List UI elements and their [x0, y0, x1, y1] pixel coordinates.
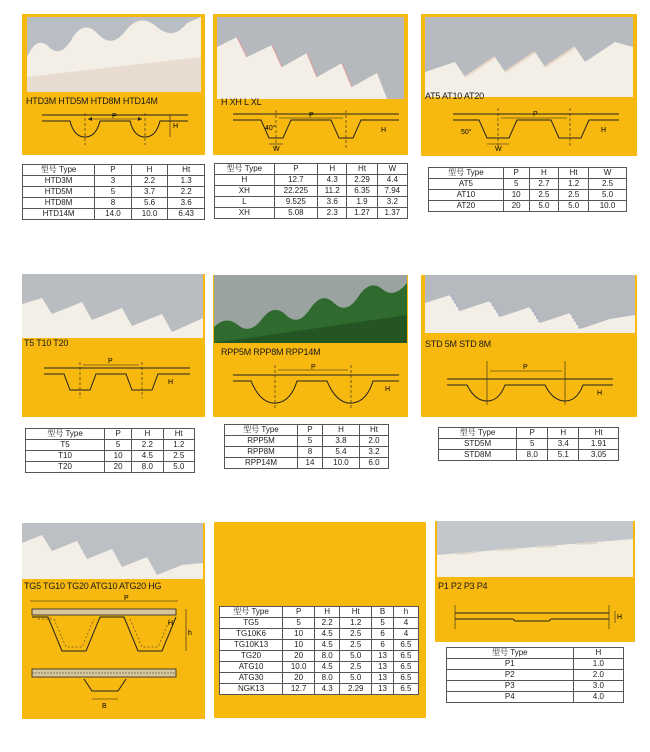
table-row [225, 458, 389, 469]
cell: 5.0 [340, 651, 372, 662]
th: B [372, 607, 394, 618]
panel-label: TG5 TG10 TG20 ATG10 ATG20 HG [24, 581, 162, 591]
table-row [447, 692, 624, 703]
table-row [439, 439, 619, 450]
cell: TG5 [220, 618, 283, 629]
svg-text:P: P [309, 112, 314, 119]
cell: 3 [95, 176, 132, 187]
cell: 2.3 [318, 208, 347, 219]
th: 型号 Type [447, 648, 574, 659]
cell: 6.5 [393, 673, 418, 684]
cell: 2.5 [163, 451, 194, 462]
cell: 5.0 [589, 190, 627, 201]
panel-label: AT5 AT10 AT20 [425, 91, 484, 101]
cell: 5.08 [274, 208, 317, 219]
cell: AT20 [429, 201, 504, 212]
cell: T10 [26, 451, 105, 462]
cell: 1.27 [347, 208, 377, 219]
std-spec-table [438, 427, 619, 461]
p-belt-photo [437, 521, 633, 577]
svg-text:B: B [102, 703, 107, 710]
cell: 1.91 [579, 439, 619, 450]
cell: 8.0 [517, 450, 548, 461]
cell: STD8M [439, 450, 517, 461]
cell: ATG30 [220, 673, 283, 684]
svg-text:H: H [168, 620, 174, 627]
th: Ht [340, 607, 372, 618]
th: 型号 Type [439, 428, 517, 439]
cell: 3.6 [318, 197, 347, 208]
cell: 3.6 [168, 198, 205, 209]
cell: H [215, 175, 275, 186]
cell: HTD8M [23, 198, 95, 209]
table-row [220, 629, 419, 640]
svg-text:H: H [173, 123, 179, 130]
th: P [105, 429, 132, 440]
cell: 4 [393, 629, 418, 640]
svg-text:P: P [311, 364, 316, 371]
th: H [132, 429, 163, 440]
cell: 4.0 [573, 692, 623, 703]
cell: 4.3 [315, 684, 340, 695]
table-row [429, 179, 627, 190]
table-row [215, 175, 408, 186]
th: W [377, 164, 407, 175]
svg-text:P: P [533, 111, 538, 118]
cell: HTD3M [23, 176, 95, 187]
th: P [297, 425, 322, 436]
cell: 1.9 [347, 197, 377, 208]
cell: 2.2 [131, 176, 168, 187]
cell: RPP5M [225, 436, 298, 447]
th: W [589, 168, 627, 179]
table-row [225, 447, 389, 458]
panel-label: HTD3M HTD5M HTD8M HTD14M [26, 96, 158, 106]
cell: 6.43 [168, 209, 205, 220]
rpp-spec-table [224, 424, 389, 469]
cell: 2.0 [359, 436, 388, 447]
cell: 6 [372, 629, 394, 640]
cell: 2.5 [340, 629, 372, 640]
svg-text:H: H [601, 127, 607, 134]
th: P [95, 165, 132, 176]
th: H [131, 165, 168, 176]
cell: L [215, 197, 275, 208]
cell: 4.3 [318, 175, 347, 186]
table-row [220, 662, 419, 673]
th: 型号 Type [225, 425, 298, 436]
th: H [318, 164, 347, 175]
cell: 2.2 [168, 187, 205, 198]
table-row [215, 197, 408, 208]
cell: 10 [503, 190, 529, 201]
cell: 10 [283, 629, 315, 640]
svg-text:H: H [385, 386, 391, 393]
cell: 2.5 [559, 190, 589, 201]
cell: 5.0 [559, 201, 589, 212]
th: 型号 Type [220, 607, 283, 618]
cell: 2.5 [340, 662, 372, 673]
table-row [429, 190, 627, 201]
cell: 5.0 [340, 673, 372, 684]
cell: ATG10 [220, 662, 283, 673]
th: H [322, 425, 359, 436]
svg-text:W: W [273, 146, 280, 152]
cell: HTD5M [23, 187, 95, 198]
cell: 22.225 [274, 186, 317, 197]
cell: P3 [447, 681, 574, 692]
cell: 1.3 [168, 176, 205, 187]
at-spec-table [428, 167, 627, 212]
cell: 13 [372, 673, 394, 684]
cell: 20 [503, 201, 529, 212]
cell: 14.0 [95, 209, 132, 220]
th: H [548, 428, 579, 439]
cell: 5.4 [322, 447, 359, 458]
cell: T20 [26, 462, 105, 473]
cell: 2.2 [315, 618, 340, 629]
table-row [26, 440, 195, 451]
cell: 20 [283, 673, 315, 684]
panel-label: RPP5M RPP8M RPP14M [221, 347, 321, 357]
tg-spec-table [219, 606, 419, 695]
cell: 20 [283, 651, 315, 662]
panel-label: H XH L XL [221, 97, 262, 107]
svg-text:P: P [108, 358, 113, 365]
cell: 5 [283, 618, 315, 629]
table-row [215, 186, 408, 197]
cell: 6.35 [347, 186, 377, 197]
cell: 3.2 [359, 447, 388, 458]
th: P [517, 428, 548, 439]
cell: 13 [372, 684, 394, 695]
cell: 2.2 [132, 440, 163, 451]
rpp-profile-diagram [231, 361, 401, 411]
cell: P2 [447, 670, 574, 681]
cell: AT5 [429, 179, 504, 190]
th: 型号 Type [429, 168, 504, 179]
cell: 5.6 [131, 198, 168, 209]
cell: 8.0 [132, 462, 163, 473]
angle-label: 40° [265, 125, 276, 132]
th: P [503, 168, 529, 179]
table-row [220, 640, 419, 651]
cell: 4.5 [315, 640, 340, 651]
htd-profile-diagram [40, 111, 190, 151]
imperial-spec-table [214, 163, 408, 219]
t-spec-table [25, 428, 195, 473]
table-row [220, 651, 419, 662]
cell: 2.5 [589, 179, 627, 190]
htd-belt-photo [27, 17, 201, 92]
th: H [529, 168, 559, 179]
cell: 4.4 [377, 175, 407, 186]
cell: 13 [372, 662, 394, 673]
panel-at [421, 14, 637, 156]
th: Ht [359, 425, 388, 436]
cell: 3.05 [579, 450, 619, 461]
cell: STD5M [439, 439, 517, 450]
svg-text:H: H [168, 379, 174, 386]
svg-text:H: H [617, 614, 623, 621]
panel-label: P1 P2 P3 P4 [438, 581, 488, 591]
tg-belt-photo [22, 523, 203, 579]
panel-t [22, 274, 205, 417]
cell: 6.5 [393, 662, 418, 673]
cell: 3.7 [131, 187, 168, 198]
rpp-belt-photo [214, 275, 407, 343]
table-row [23, 176, 205, 187]
cell: 6.0 [359, 458, 388, 469]
cell: 10 [283, 640, 315, 651]
cell: 6.5 [393, 640, 418, 651]
cell: 2.5 [529, 190, 559, 201]
cell: 5.1 [548, 450, 579, 461]
cell: 2.7 [529, 179, 559, 190]
cell: 9.525 [274, 197, 317, 208]
cell: P4 [447, 692, 574, 703]
p-profile-diagram [453, 595, 623, 639]
cell: 1.0 [573, 659, 623, 670]
panel-tg [22, 523, 205, 719]
panel-rpp [213, 275, 408, 417]
table-row [220, 618, 419, 629]
th: Ht [163, 429, 194, 440]
cell: 3.4 [548, 439, 579, 450]
cell: 8 [95, 198, 132, 209]
cell: 10.0 [589, 201, 627, 212]
cell: 6 [372, 640, 394, 651]
svg-text:P: P [124, 595, 129, 602]
th: 型号 Type [215, 164, 275, 175]
cell: 2.0 [573, 670, 623, 681]
cell: 5 [105, 440, 132, 451]
cell: HTD14M [23, 209, 95, 220]
cell: 2.5 [340, 640, 372, 651]
at-belt-photo [425, 17, 633, 97]
cell: 6.5 [393, 684, 418, 695]
cell: 12.7 [274, 175, 317, 186]
table-row [220, 684, 419, 695]
th: 型号 Type [23, 165, 95, 176]
angle-label: 50° [461, 129, 472, 136]
cell: TG20 [220, 651, 283, 662]
cell: RPP8M [225, 447, 298, 458]
th: Ht [559, 168, 589, 179]
panel-htd [22, 14, 205, 155]
cell: 2.29 [340, 684, 372, 695]
cell: 2.29 [347, 175, 377, 186]
cell: 20 [105, 462, 132, 473]
table-row [429, 201, 627, 212]
cell: 4.5 [315, 629, 340, 640]
cell: NGK13 [220, 684, 283, 695]
table-row [23, 198, 205, 209]
htd-spec-table [22, 164, 205, 220]
table-row [23, 187, 205, 198]
th: Ht [168, 165, 205, 176]
table-row [447, 670, 624, 681]
svg-text:P: P [112, 113, 117, 120]
cell: 3.8 [322, 436, 359, 447]
cell: TG10K13 [220, 640, 283, 651]
cell: 8.0 [315, 651, 340, 662]
cell: 10.0 [322, 458, 359, 469]
imperial-belt-photo [217, 17, 404, 99]
cell: P1 [447, 659, 574, 670]
cell: 1.2 [559, 179, 589, 190]
cell: 5 [372, 618, 394, 629]
cell: 8.0 [315, 673, 340, 684]
th: H [573, 648, 623, 659]
cell: 4.5 [132, 451, 163, 462]
cell: XH [215, 186, 275, 197]
p-spec-table [446, 647, 624, 703]
th: Ht [347, 164, 377, 175]
std-belt-photo [425, 275, 635, 333]
std-profile-diagram [445, 357, 615, 407]
cell: 12.7 [283, 684, 315, 695]
cell: 13 [372, 651, 394, 662]
t-belt-photo [22, 274, 203, 338]
tg-profile-diagram [28, 595, 200, 717]
panel-h-xh-l-xl [213, 14, 408, 155]
cell: 11.2 [318, 186, 347, 197]
cell: 14 [297, 458, 322, 469]
cell: T5 [26, 440, 105, 451]
at-profile-diagram [451, 104, 621, 152]
cell: 5.0 [529, 201, 559, 212]
panel-std [421, 275, 637, 417]
cell: 3.0 [573, 681, 623, 692]
cell: 1.37 [377, 208, 407, 219]
cell: XH [215, 208, 275, 219]
cell: 1.2 [340, 618, 372, 629]
table-row [26, 462, 195, 473]
cell: 4.5 [315, 662, 340, 673]
table-row [225, 436, 389, 447]
th: Ht [579, 428, 619, 439]
panel-label: STD 5M STD 8M [425, 339, 491, 349]
table-row [439, 450, 619, 461]
table-row [23, 209, 205, 220]
table-row [447, 681, 624, 692]
th: h [393, 607, 418, 618]
table-row [215, 208, 408, 219]
svg-text:H: H [381, 127, 387, 134]
cell: 5 [503, 179, 529, 190]
cell: 3.2 [377, 197, 407, 208]
th: H [315, 607, 340, 618]
cell: TG10K6 [220, 629, 283, 640]
cell: 5 [95, 187, 132, 198]
cell: 1.2 [163, 440, 194, 451]
th: 型号 Type [26, 429, 105, 440]
cell: 5 [517, 439, 548, 450]
cell: 6.5 [393, 651, 418, 662]
cell: 8 [297, 447, 322, 458]
cell: 4 [393, 618, 418, 629]
cell: 10 [105, 451, 132, 462]
cell: 7.94 [377, 186, 407, 197]
table-row [447, 659, 624, 670]
panel-p [435, 521, 635, 642]
cell: 10.0 [131, 209, 168, 220]
panel-label: T5 T10 T20 [24, 338, 69, 348]
th: P [283, 607, 315, 618]
svg-text:P: P [523, 364, 528, 371]
imperial-profile-diagram [231, 108, 401, 152]
svg-text:W: W [495, 146, 502, 152]
svg-text:H: H [597, 390, 603, 397]
table-row [26, 451, 195, 462]
svg-text:h: h [188, 630, 192, 637]
cell: 5.0 [163, 462, 194, 473]
cell: 10.0 [283, 662, 315, 673]
cell: RPP14M [225, 458, 298, 469]
t-profile-diagram [42, 354, 192, 404]
table-row [220, 673, 419, 684]
cell: AT10 [429, 190, 504, 201]
cell: 5 [297, 436, 322, 447]
th: P [274, 164, 317, 175]
